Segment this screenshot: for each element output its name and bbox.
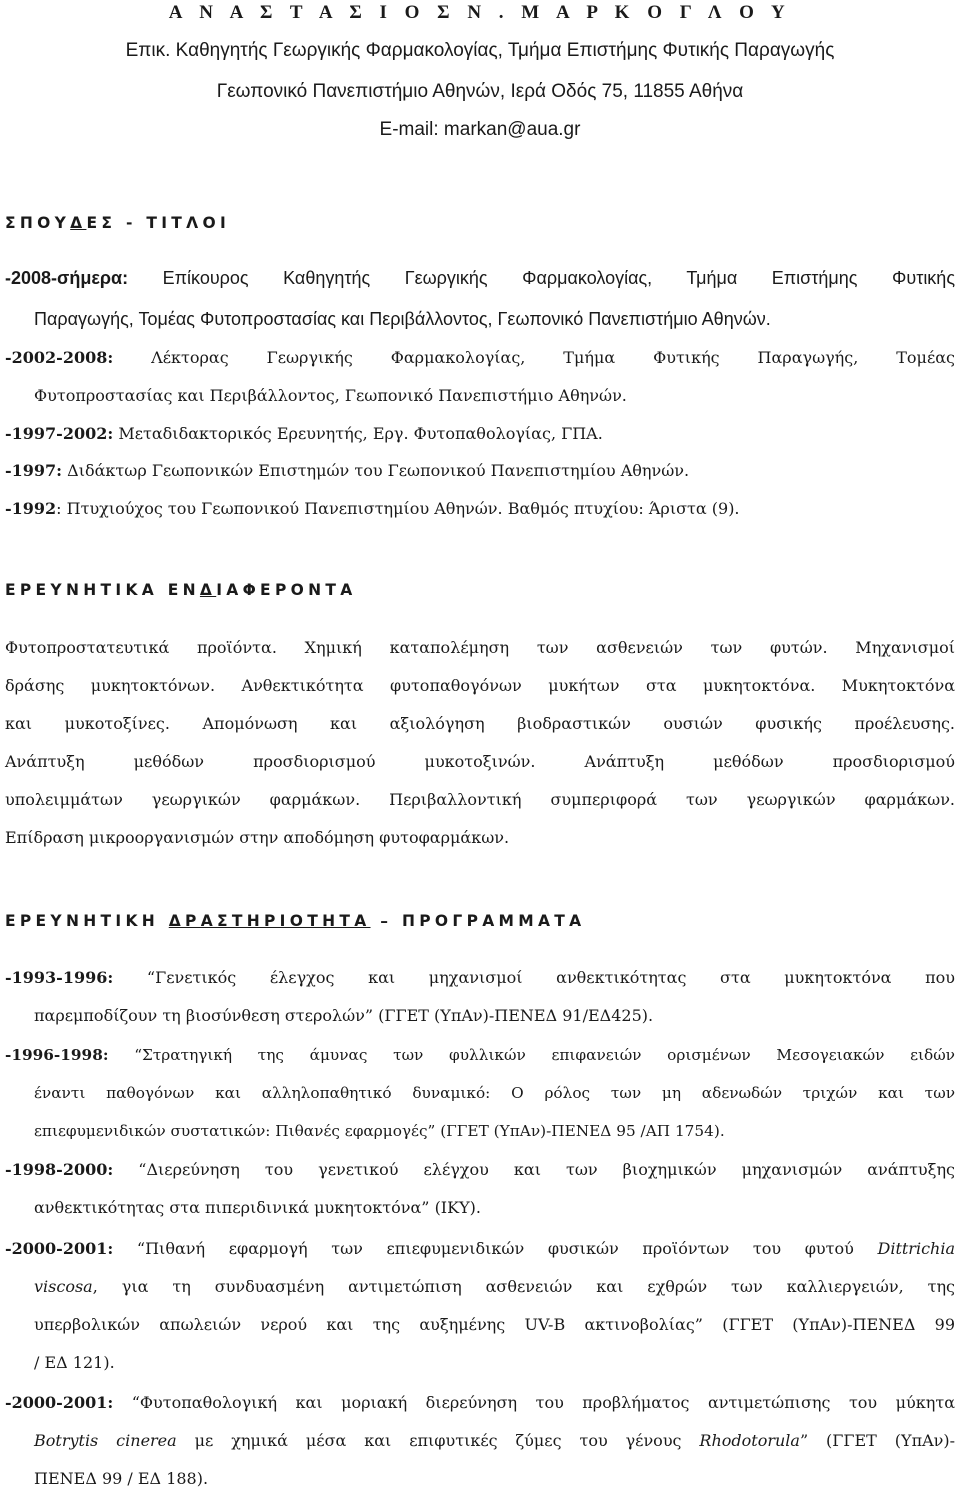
interests-line: Επίδραση μικροοργανισμών στην αποδόμηση φυτοφαρμάκων. bbox=[5, 828, 510, 847]
interests-line: και μυκοτοξίνες. Απομόνωση και αξιολόγηση βιοδραστικών ουσιών φυσικής προέλευσης. bbox=[5, 714, 955, 733]
interests-line: Φυτοπροστατευτικά προϊόντα. Χημική καταπολέμηση των ασθενειών των φυτών. Μηχανισμοί bbox=[5, 638, 955, 657]
project-text: “Διερεύνηση του γενετικού ελέγχου και των βιοχημικών μηχανισμών ανάπτυξης bbox=[138, 1160, 955, 1179]
author-email: E-mail: markan@aua.gr bbox=[379, 119, 581, 140]
studies-entry-4 bbox=[5, 452, 955, 490]
interests-line: δράσης μυκητοκτόνων. Ανθεκτικότητα φυτοπαθογόνων μυκήτων στα μυκητοκτόνα. Μυκητοκτόνα bbox=[5, 676, 955, 695]
entry-text: Επίκουρος Καθηγητής Γεωργικής Φαρμακολογίας, Τμήμα Επιστήμης Φυτικής bbox=[128, 268, 955, 288]
entry-text: Λέκτορας Γεωργικής Φαρμακολογίας, Τμήμα Φυτικής Παραγωγής, Τομέας bbox=[113, 348, 955, 367]
author-name: Α Ν Α Σ Τ Α Σ Ι Ο Σ Ν . Μ Α Ρ Κ Ο Γ Λ Ο Υ bbox=[168, 2, 792, 23]
entry-years: -1997: bbox=[5, 461, 63, 480]
project-continuation: ανθεκτικότητας στα πιπεριδινικά μυκητοκτόνα” (ΙΚΥ). bbox=[34, 1198, 481, 1217]
project-continuation: παρεμποδίζουν τη βιοσύνθεση στερολών” (ΓΓΕΤ (ΥπΑν)-ΠΕΝΕΔ 91/ΕΔ425). bbox=[34, 1006, 654, 1025]
project-text: “Στρατηγική της άμυνας των φυλλικών επιφανειών ορισμένων Μεσογειακών ειδών bbox=[134, 1046, 955, 1064]
project-text: , για τη συνδυασμένη αντιμετώπιση ασθενειών και εχθρών των καλλιεργειών, της bbox=[92, 1277, 955, 1296]
studies-entry-3 bbox=[5, 415, 955, 453]
author-position: Επικ. Καθηγητής Γεωργικής Φαρμακολογίας, Τμήμα Επιστήμης Φυτικής Παραγωγής bbox=[125, 40, 835, 61]
project-3 bbox=[5, 1151, 955, 1227]
project-4 bbox=[5, 1230, 955, 1382]
species-name: Botrytis cinerea bbox=[34, 1431, 177, 1450]
interests-paragraph bbox=[5, 629, 955, 857]
activity-title: ΕΡΕΥΝΗΤΙΚΗ ΔΡΑΣΤΗΡΙΟΤΗΤΑ – ΠΡΟΓΡΑΜΜΑΤΑ bbox=[5, 912, 586, 930]
species-name: Rhodotorula bbox=[699, 1431, 800, 1450]
entry-continuation: Φυτοπροστασίας και Περιβάλλοντος, Γεωπονικό Πανεπιστήμιο Αθηνών. bbox=[34, 386, 627, 405]
studies-title: ΣΠΟΥΔΕΣ - ΤΙΤΛΟΙ bbox=[5, 214, 231, 232]
entry-years: -2002-2008: bbox=[5, 348, 114, 367]
entry-text: Διδάκτωρ Γεωπονικών Επιστημών του Γεωπονικού Πανεπιστημίου Αθηνών. bbox=[62, 461, 690, 480]
species-name: viscosa bbox=[34, 1277, 93, 1296]
project-5 bbox=[5, 1384, 955, 1498]
project-continuation: ΠΕΝΕΔ 99 / ΕΔ 188). bbox=[34, 1469, 209, 1488]
entry-years: -1997-2002: bbox=[5, 424, 114, 443]
project-years: -2000-2001: bbox=[5, 1239, 114, 1258]
project-continuation: επιεφυμενιδικών συστατικών: Πιθανές εφαρμογές” (ΓΓΕΤ (ΥπΑν)-ΠΕΝΕΔ 95 /ΑΠ 1754). bbox=[34, 1122, 725, 1140]
project-text: “Γενετικός έλεγχος και μηχανισμοί ανθεκτικότητας στα μυκητοκτόνα που bbox=[146, 968, 955, 987]
interests-line: υπολειμμάτων γεωργικών φαρμάκων. Περιβαλλοντική συμπεριφορά των γεωργικών φαρμάκων. bbox=[5, 790, 955, 809]
project-continuation bbox=[5, 1306, 955, 1344]
project-continuation bbox=[5, 1268, 955, 1306]
project-line: υπερβολικών απωλειών νερού και της αυξημένης UV-B ακτινοβολίας” (ΓΓΕΤ (ΥπΑν)-ΠΕΝΕΔ 99 bbox=[34, 1315, 955, 1334]
studies-entry-1 bbox=[5, 259, 955, 338]
project-text: “Πιθανή εφαρμογή των επιεφυμενιδικών φυσικών προϊόντων του φυτού bbox=[136, 1239, 878, 1258]
project-years: -1998-2000: bbox=[5, 1160, 114, 1179]
project-1 bbox=[5, 959, 955, 1035]
project-continuation: / ΕΔ 121). bbox=[34, 1353, 115, 1372]
studies-entry-5 bbox=[5, 490, 955, 528]
entry-text: : Πτυχιούχος του Γεωπονικού Πανεπιστημίου Αθηνών. Βαθμός πτυχίου: Άριστα (9). bbox=[56, 499, 740, 518]
interests-title: ΕΡΕΥΝΗΤΙΚΑ ΕΝΔΙΑΦΕΡΟΝΤΑ bbox=[5, 581, 357, 599]
entry-years: -2008-σήμερα: bbox=[5, 268, 129, 288]
project-continuation bbox=[5, 1422, 955, 1460]
project-text: “Φυτοπαθολογική και μοριακή διερεύνηση του προβλήματος αντιμετώπισης του μύκητα bbox=[131, 1393, 956, 1412]
author-address: Γεωπονικό Πανεπιστήμιο Αθηνών, Ιερά Οδός 75, 11855 Αθήνα bbox=[216, 81, 744, 102]
entry-years: -1992 bbox=[5, 499, 57, 518]
project-line: έναντι παθογόνων και αλληλοπαθητικό δυναμικό: Ο ρόλος των μη αδενωδών τριχών και των bbox=[34, 1084, 955, 1102]
project-2 bbox=[5, 1036, 955, 1150]
project-continuation bbox=[5, 1074, 955, 1112]
interests-line: Ανάπτυξη μεθόδων προσδιορισμού μυκοτοξινών. Ανάπτυξη μεθόδων προσδιορισμού bbox=[5, 752, 955, 771]
project-years: -2000-2001: bbox=[5, 1393, 114, 1412]
studies-entry-2 bbox=[5, 339, 955, 415]
project-text: ” (ΓΓΕΤ (ΥπΑν)- bbox=[799, 1431, 956, 1450]
entry-continuation: Παραγωγής, Τομέας Φυτοπροστασίας και Περιβάλλοντος, Γεωπονικό Πανεπιστήμιο Αθηνών. bbox=[34, 309, 771, 329]
entry-text: Μεταδιδακτορικός Ερευνητής, Εργ. Φυτοπαθολογίας, ΓΠΑ. bbox=[113, 424, 603, 443]
species-name: Dittrichia bbox=[877, 1239, 955, 1258]
project-years: -1996-1998: bbox=[5, 1046, 109, 1064]
project-text: με χημικά μέσα και επιφυτικές ζύμες του γένους bbox=[176, 1431, 700, 1450]
project-years: -1993-1996: bbox=[5, 968, 114, 987]
